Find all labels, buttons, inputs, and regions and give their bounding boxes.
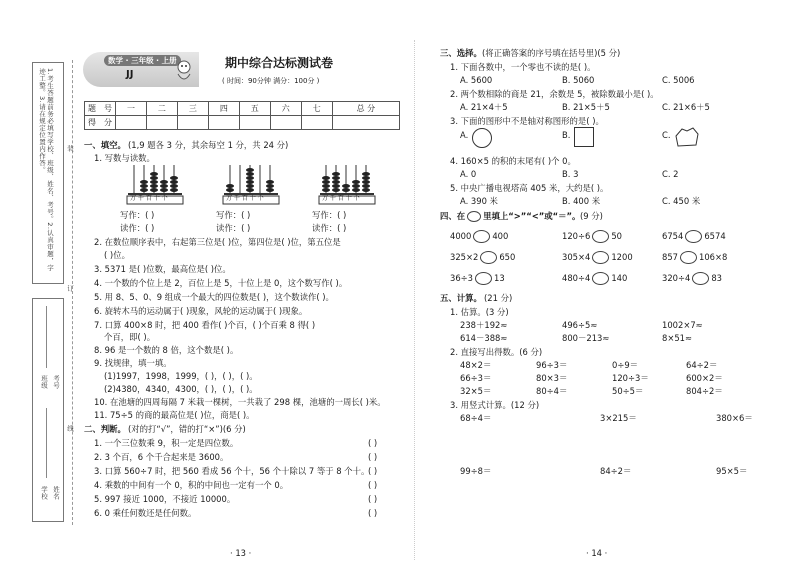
score-header: 题 号 [85,102,116,116]
judge-box-2[interactable]: ( ) [368,452,378,462]
compare-item: 305×4 1200 [562,252,633,262]
section2-note: (对的打“√”，错的打“×”)(6 分) [128,424,246,434]
calc-q2: 2. 直接写出得数。(6 分) [450,347,543,357]
section5-title: 五、计算。 [440,293,482,303]
score-header: 五 [239,102,270,116]
calc-q3: 3. 用竖式计算。(12 分) [450,400,540,410]
q1-11: 11. 75÷5 的商的最高位是( )位，商是( )。 [94,410,255,420]
abacus-label-2: 万 千 百 十 个 [226,195,264,202]
q1-2b: ( )位。 [104,250,130,260]
vertical-item: 95×5＝ [716,466,748,476]
compare-circle[interactable] [592,272,609,285]
choice-q2-c[interactable]: C. 21×6＋5 [662,102,710,112]
page-number-left: · 13 · [230,548,252,558]
judge-box-1[interactable]: ( ) [368,438,378,448]
judge-item-4: 4. 乘数的中间有一个 0，积的中间也一定有一个 0。 [94,480,289,490]
choice-q4: 4. 160×5 的积的末尾有( )个 0。 [450,156,576,166]
direct-item: 0÷9＝ [612,360,639,370]
choice-q5: 5. 中央广播电视塔高 405 米，大约是( )。 [450,183,609,193]
judge-box-5[interactable]: ( ) [368,494,378,504]
estimate-item: 1002×7≈ [662,320,703,330]
read-label-3[interactable]: 读作：( ) [312,223,347,233]
direct-item: 80÷4＝ [536,386,568,396]
choice-q4-c[interactable]: C. 2 [662,169,679,179]
q1-1: 1. 写数与读数。 [94,153,155,163]
compare-item: 36÷3 13 [450,273,505,283]
edition-text: JJ [126,69,134,80]
q1-2a: 2. 在数位顺序表中，右起第三位是( )位，第四位是( )位，第五位是 [94,237,341,247]
field-line [46,306,47,368]
score-header: 六 [270,102,301,116]
direct-item: 80×3＝ [536,373,568,383]
field-number: 考号 [52,375,60,389]
section1-title: 一、填空。 [84,140,126,150]
vertical-item: 68÷4＝ [460,413,492,423]
score-row-label: 得 分 [85,116,116,130]
choice-q2: 2. 两个数相除的商是 21，余数是 5，被除数最小是( )。 [450,89,659,99]
vertical-item: 84÷2＝ [600,466,632,476]
section1-note: (1,9 题各 3 分，其余每空 1 分，共 24 分) [128,140,289,150]
section4-title-mid: 里填上“>”“<”或“＝”。 [483,211,581,221]
page-number-right: · 14 · [586,548,608,558]
score-header: 三 [177,102,208,116]
estimate-item: 496÷5≈ [562,320,598,330]
compare-item: 320÷4 83 [662,273,723,283]
q1-9a: (1)1997，1998，1999，( )，( )，( )。 [104,371,258,381]
read-label-1[interactable]: 读作：( ) [120,223,155,233]
score-table [84,101,400,130]
direct-item: 48×2＝ [460,360,492,370]
exam-title: 期中综合达标测试卷 [225,56,334,70]
circle-shape-icon [472,128,492,148]
section3-title: 三、选择。 [440,48,482,58]
choice-q5-b[interactable]: B. 400 米 [562,196,601,206]
choice-q5-a[interactable]: A. 390 米 [460,196,498,206]
choice-q4-b[interactable]: B. 3 [562,169,579,179]
direct-item: 64÷2＝ [686,360,718,370]
write-label-2[interactable]: 写作：( ) [216,210,251,220]
judge-item-3: 3. 口算 560÷7 时，把 560 看成 56 个十，56 个十除以 7 等于 8 个十。 [94,466,370,476]
q1-4: 4. 一个数的个位上是 2，百位上是 5，十位上是 0，这个数写作( )。 [94,278,348,288]
choice-q3-b[interactable]: B. [562,130,571,140]
direct-item: 120÷3＝ [612,373,649,383]
section4-title [440,211,580,222]
center-fold [414,40,415,560]
choice-q3: 3. 下面的图形中不是轴对称图形的是( )。 [450,116,604,126]
section2-title: 二、判断。 [84,424,126,434]
compare-item: 480÷4 140 [562,273,628,283]
direct-item: 66÷3＝ [460,373,492,383]
choice-q5-c[interactable]: C. 450 米 [662,196,701,206]
field-line [46,408,47,478]
choice-q3-c[interactable]: C. [662,130,671,140]
compare-circle[interactable] [480,251,497,264]
score-cell[interactable] [270,116,301,130]
score-header: 四 [208,102,239,116]
judge-box-3[interactable]: ( ) [368,466,378,476]
choice-q1-b[interactable]: B. 5060 [562,75,595,85]
direct-item: 804÷2＝ [686,386,723,396]
compare-circle[interactable] [473,230,490,243]
seal-mark-3: 线 [66,425,74,432]
compare-item: 120÷6 50 [562,231,623,241]
compare-circle[interactable] [680,251,697,264]
section3-note: (将正确答案的序号填在括号里)(5 分) [482,48,621,58]
judge-item-1: 1. 一个三位数乘 9，积一定是四位数。 [94,438,239,448]
score-cell[interactable] [146,116,177,130]
judge-item-2: 2. 3 个百，6 个千合起来是 3600。 [94,452,229,462]
direct-item: 96÷3＝ [536,360,568,370]
judge-item-6: 6. 0 乘任何数还是任何数。 [94,508,197,518]
irregular-shape-icon [674,126,700,148]
score-header: 二 [146,102,177,116]
direct-item: 600×2＝ [686,373,723,383]
compare-circle[interactable] [592,230,609,243]
sidebar-notes: 1.考生答题前务必填写学校、班级、姓名、考号。2.认真审题，字迹工整。3.请在规定位置内作答。 [38,68,54,272]
exam-info: ( 时间：90分钟 满分：100分 ) [222,77,320,85]
field-class: 班级 [40,375,48,389]
compare-item: 325×2 650 [450,252,516,262]
write-label-3[interactable]: 写作：( ) [312,210,347,220]
choice-q3-a[interactable]: A. [460,130,469,140]
choice-q4-a[interactable]: A. 0 [460,169,477,179]
score-cell[interactable] [332,116,399,130]
section4-note: (9 分) [580,211,603,221]
direct-item: 50÷5＝ [612,386,644,396]
judge-box-4[interactable]: ( ) [368,480,378,490]
score-header: 一 [116,102,147,116]
q1-5: 5. 用 8、5、0、9 组成一个最大的四位数是( )，这个数读作( )。 [94,292,334,302]
choice-q2-b[interactable]: B. 21×5＋5 [562,102,610,112]
estimate-item: 238＋192≈ [460,320,508,330]
compare-circle[interactable] [685,230,702,243]
q1-9: 9. 找规律，填一填。 [94,358,172,368]
vertical-item: 3×215＝ [600,413,637,423]
q1-6: 6. 旋转木马的运动属于( )现象，风轮的运动属于( )现象。 [94,306,308,316]
vertical-item: 380×6＝ [716,413,753,423]
compare-item: 6754 6574 [662,231,726,241]
banner-text: 数学 · 三年级 · 上册 [104,55,181,66]
score-cell[interactable] [177,116,208,130]
direct-item: 32×5＝ [460,386,492,396]
abacus-label-3: 万 千 百 十 个 [322,195,360,202]
write-label-1[interactable]: 写作：( ) [120,210,155,220]
vertical-item: 99÷8＝ [460,466,492,476]
choice-q1: 1. 下面各数中，一个零也不读的是( )。 [450,62,596,72]
score-cell[interactable] [208,116,239,130]
field-school: 学校 [40,486,48,500]
score-cell[interactable] [116,116,147,130]
seal-mark-1: 装 [66,145,74,152]
q1-3: 3. 5371 是( )位数，最高位是( )位。 [94,264,231,274]
square-shape-icon [574,127,594,147]
compare-item: 857 106×8 [662,252,728,262]
estimate-item: 8×51≈ [662,333,693,343]
circle-blank-icon [467,211,481,222]
score-header: 总 分 [332,102,399,116]
estimate-item: 800－213≈ [562,333,610,343]
read-label-2[interactable]: 读作：( ) [216,223,251,233]
compare-circle[interactable] [692,272,709,285]
choice-q1-a[interactable]: A. 5600 [460,75,493,85]
q1-7a: 7. 口算 400×8 时，把 400 看作( )个百，( )个百乘 8 得( ) [94,320,316,330]
score-cell[interactable] [301,116,332,130]
compare-circle[interactable] [592,251,609,264]
judge-item-5: 5. 997 接近 1000，不接近 10000。 [94,494,236,504]
abacus-label-1: 万 千 百 十 个 [130,195,168,202]
compare-item: 4000 400 [450,231,509,241]
calc-q1: 1. 估算。(3 分) [450,307,509,317]
q1-9b: (2)4380，4340，4300，( )，( )，( )。 [104,384,258,394]
section5-note: (21 分) [484,293,513,303]
q1-10: 10. 在池塘的四周每隔 7 米栽一棵树，一共栽了 298 棵，池塘的一周长( )米。 [94,397,386,407]
judge-box-6[interactable]: ( ) [368,508,378,518]
compare-circle[interactable] [475,272,492,285]
score-cell[interactable] [239,116,270,130]
score-header: 七 [301,102,332,116]
cartoon-icon [172,58,196,84]
q1-8: 8. 96 是一个数的 8 倍，这个数是( )。 [94,345,239,355]
seal-mark-2: 订 [66,285,74,292]
field-name: 姓名 [52,486,60,500]
section4-title-start: 四、在 [440,211,466,221]
choice-q2-a[interactable]: A. 21×4＋5 [460,102,508,112]
q1-7b: 个百，即( )。 [104,332,156,342]
estimate-item: 614－388≈ [460,333,508,343]
choice-q1-c[interactable]: C. 5006 [662,75,695,85]
